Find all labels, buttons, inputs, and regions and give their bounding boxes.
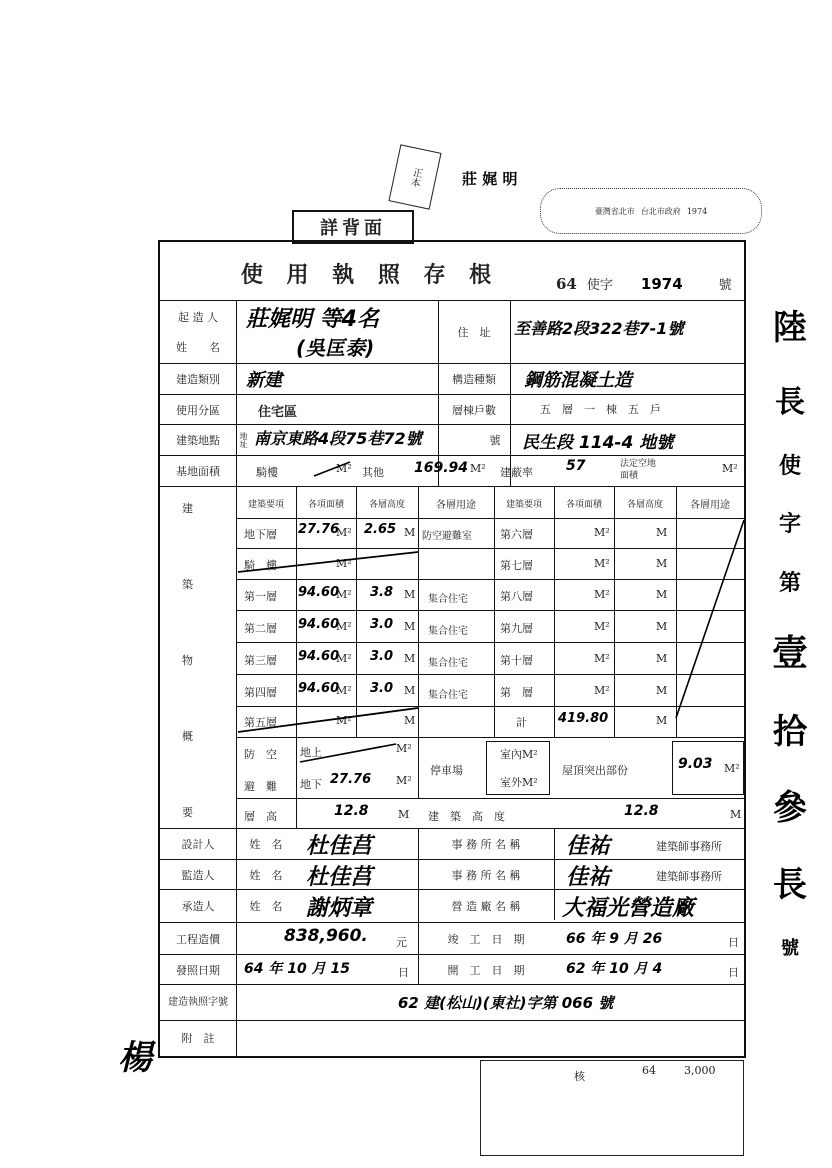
m-r2: M xyxy=(656,557,668,570)
site-other-area: 169.94 xyxy=(414,460,469,476)
supervisor-label: 監造人 xyxy=(181,868,215,882)
f4-area: 94.60 xyxy=(298,681,340,696)
m2-r3: M² xyxy=(594,588,610,601)
form-title: 使 用 執 照 存 根 xyxy=(240,261,500,288)
zoning-label: 使用分區 xyxy=(176,403,220,417)
total-area: 419.80 xyxy=(558,711,609,726)
coverage-value: 57 xyxy=(566,458,586,474)
outdoor-label: 室外M² xyxy=(500,776,538,789)
zoning: 住宅區 xyxy=(258,405,298,420)
floor-4: 第四層 xyxy=(244,686,277,699)
f3-area: 94.60 xyxy=(298,649,340,664)
f4-use: 集合住宅 xyxy=(428,690,468,701)
f2-area: 94.60 xyxy=(298,617,340,632)
cost-value: 838,960. xyxy=(284,926,368,946)
note-label: 附 註 xyxy=(181,1032,215,1045)
m-u7: M xyxy=(404,714,416,727)
m2-c: M² xyxy=(722,462,738,475)
m2-s1: M² xyxy=(396,742,412,755)
m-bh: M xyxy=(730,808,742,821)
f3-height: 3.0 xyxy=(370,649,394,664)
floor-10: 第十層 xyxy=(500,654,533,667)
m2-roof: M² xyxy=(724,762,740,775)
address-label: 住 址 xyxy=(457,326,491,339)
f2-use: 集合住宅 xyxy=(428,626,468,637)
contractor-factory: 大福光營造廠 xyxy=(562,896,695,921)
day-2: 日 xyxy=(398,966,409,979)
basement-area: 27.76 xyxy=(298,522,340,537)
col-area: 各項面積 xyxy=(307,499,344,510)
m2-u4: M² xyxy=(336,620,352,633)
structure-type: 鋼筋混凝土造 xyxy=(524,370,632,391)
floor-7: 第七層 xyxy=(500,559,533,572)
col-use-r: 各層用途 xyxy=(690,499,730,511)
permit-number: 64 使字 1974 號 xyxy=(556,275,732,293)
bottom-mark-2: 64 xyxy=(642,1064,656,1077)
margin-signature: 楊 xyxy=(118,1038,152,1078)
floor-basement: 地下層 xyxy=(244,528,277,541)
site-addr-small: 地址 xyxy=(239,432,248,448)
col-item: 建築要項 xyxy=(247,499,284,510)
indoor-label: 室內M² xyxy=(500,748,538,761)
col-use: 各層用途 xyxy=(436,499,476,511)
m2-r2: M² xyxy=(594,557,610,570)
bldg-height: 12.8 xyxy=(624,803,659,819)
m2-r5: M² xyxy=(594,652,610,665)
builder-name: 莊娓明 等4名 xyxy=(246,307,379,332)
m2-b: M² xyxy=(470,462,486,475)
lot-label: 號 xyxy=(489,434,501,447)
shelter-bottom: 避 難 xyxy=(244,780,277,793)
total-label: 計 xyxy=(516,716,527,729)
below-label: 地下 xyxy=(300,778,322,791)
structure-type-label: 構造種類 xyxy=(452,373,496,386)
builder-label: 起 造 人 xyxy=(178,311,218,324)
office-l2: 事 務 所 名 稱 xyxy=(451,868,521,882)
builder-address: 至善路2段322巷7-1號 xyxy=(514,319,684,338)
site-area-label: 基地面積 xyxy=(176,465,220,478)
f4-height: 3.0 xyxy=(370,681,394,696)
shelter-top: 防 空 xyxy=(244,748,277,761)
completion-label: 竣 工 日 期 xyxy=(447,932,525,946)
floor-height: 12.8 xyxy=(334,803,369,819)
building-type-label: 建造類別 xyxy=(176,373,220,386)
start-label: 開 工 日 期 xyxy=(447,963,525,977)
m-u4: M xyxy=(404,620,416,633)
f1-height: 3.8 xyxy=(370,585,394,600)
above-label: 地上 xyxy=(300,746,322,759)
coverage-label: 建蔽率 xyxy=(500,466,533,479)
owner-name: 莊 娓 明 xyxy=(462,170,518,188)
shelter-below: 27.76 xyxy=(330,772,372,787)
arcade-label: 騎樓 xyxy=(256,466,278,479)
day-3: 日 xyxy=(728,966,739,979)
receipt-stamp: 臺灣省北市 台北市政府 1974 xyxy=(540,188,762,234)
f1-area: 94.60 xyxy=(298,585,340,600)
site-location: 南京東路4段75巷72號 xyxy=(254,429,422,448)
site-location-label: 建築地點 xyxy=(176,434,220,447)
supervisor-name: 杜佳莒 xyxy=(306,865,373,890)
building-type: 新建 xyxy=(246,370,282,391)
floor-arcade: 騎 樓 xyxy=(244,559,277,572)
other-label: 其他 xyxy=(362,466,384,479)
f2-height: 3.0 xyxy=(370,617,394,632)
m2-u1: M² xyxy=(336,526,352,539)
m-r1: M xyxy=(656,526,668,539)
builder-subname: (吳匡泰) xyxy=(296,336,375,360)
floor-5: 第五層 xyxy=(244,716,277,729)
bldg-height-label: 建 築 高 度 xyxy=(428,810,505,823)
roof-label: 屋頂突出部份 xyxy=(562,764,628,777)
floor-3: 第三層 xyxy=(244,654,277,667)
issue-label: 發照日期 xyxy=(176,963,220,977)
name-l3: 姓 名 xyxy=(249,900,283,913)
contractor-name: 謝炳章 xyxy=(306,896,373,921)
m2-u2: M² xyxy=(336,557,352,570)
name-l1: 姓 名 xyxy=(249,838,283,851)
legal-area-label: 法定空地面積 xyxy=(620,459,657,481)
m-u6: M xyxy=(404,684,416,697)
designer-label: 設計人 xyxy=(181,838,215,851)
col-height-r: 各層高度 xyxy=(626,499,663,510)
m2-r4: M² xyxy=(594,620,610,633)
permit-ref: 62 建(松山)(東社)字第 066 號 xyxy=(398,994,614,1012)
cost-label: 工程造價 xyxy=(176,932,220,946)
floor-2: 第二層 xyxy=(244,622,277,635)
designer-name: 杜佳莒 xyxy=(306,834,373,859)
name-l2: 姓 名 xyxy=(249,868,283,882)
factory-label: 營 造 廠 名 稱 xyxy=(451,900,521,913)
floor-8: 第八層 xyxy=(500,590,533,603)
m-r3: M xyxy=(656,588,668,601)
see-back-box: 詳背面 xyxy=(292,210,414,244)
floor-1: 第一層 xyxy=(244,590,277,603)
col-height: 各層高度 xyxy=(368,499,405,510)
start-date: 62 年 10 月 4 xyxy=(566,961,663,977)
floor-n: 第 層 xyxy=(500,686,533,699)
f3-use: 集合住宅 xyxy=(428,658,468,669)
floor-6: 第六層 xyxy=(500,528,533,541)
m2-u3: M² xyxy=(336,588,352,601)
m-r5: M xyxy=(656,652,668,665)
contractor-label: 承造人 xyxy=(181,900,215,913)
m-u5: M xyxy=(404,652,416,665)
building-summary-side: 建 築 物 概 要 xyxy=(182,502,193,819)
arch-office-1: 建築師事務所 xyxy=(656,840,722,853)
col-area-r: 各項面積 xyxy=(565,499,602,510)
m-r4: M xyxy=(656,620,668,633)
bottom-mark-1: 核 xyxy=(574,1070,585,1083)
m2-u7: M² xyxy=(336,714,352,727)
m-fh: M xyxy=(398,808,410,821)
m-r7: M xyxy=(656,714,668,727)
m-r6: M xyxy=(656,684,668,697)
day-1: 日 xyxy=(728,936,739,949)
roof-area: 9.03 xyxy=(678,756,713,772)
floors-units: 五 層 一 棟 五 戶 xyxy=(540,403,661,416)
arch-office-2: 建築師事務所 xyxy=(656,870,722,883)
m2-u5: M² xyxy=(336,652,352,665)
basement-height: 2.65 xyxy=(364,522,397,537)
m2-u6: M² xyxy=(336,684,352,697)
builder-name-label: 姓 名 xyxy=(176,341,220,354)
lot-number: 民生段 114-4 地號 xyxy=(522,433,674,453)
m2-a: M² xyxy=(336,462,352,475)
m2-s2: M² xyxy=(396,774,412,787)
completion-date: 66 年 9 月 26 xyxy=(566,931,663,947)
bottom-mark-3: 3,000 xyxy=(684,1064,716,1077)
permit-ref-label: 建造執照字號 xyxy=(168,997,228,1008)
side-seal: 陸 長 使 字 第 壹 拾 參 長 號 xyxy=(771,308,808,959)
floor-height-label: 層 高 xyxy=(244,810,277,823)
col-item-r: 建築要項 xyxy=(505,499,542,510)
m-u1: M xyxy=(404,526,416,539)
supervisor-office: 佳祐 xyxy=(566,865,611,890)
issue-date: 64 年 10 月 15 xyxy=(244,961,350,977)
basement-use: 防空避難室 xyxy=(422,531,472,542)
official-stamp: 正本 xyxy=(388,144,441,209)
m2-r6: M² xyxy=(594,684,610,697)
office-l1: 事 務 所 名 稱 xyxy=(451,838,521,851)
yuan: 元 xyxy=(396,936,407,949)
designer-office: 佳祐 xyxy=(566,834,611,859)
floor-9: 第九層 xyxy=(500,622,533,635)
m2-r1: M² xyxy=(594,526,610,539)
m-u3: M xyxy=(404,588,416,601)
floors-units-label: 層棟戶數 xyxy=(452,403,496,417)
f1-use: 集合住宅 xyxy=(428,594,468,605)
parking-label: 停車場 xyxy=(430,764,463,777)
